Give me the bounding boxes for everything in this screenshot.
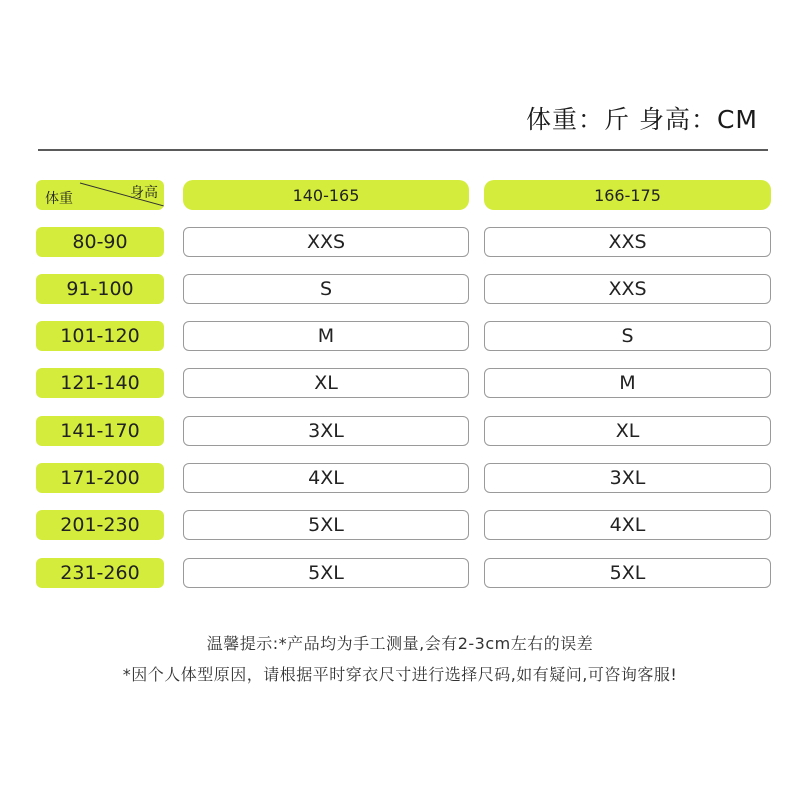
table-row	[36, 368, 772, 400]
table-row	[36, 463, 772, 495]
weight-cell: 121-140	[36, 368, 164, 398]
table-row	[36, 416, 772, 448]
note-line-advice: *因个人体型原因，请根据平时穿衣尺寸进行选择尺码,如有疑问,可咨询客服!	[122, 665, 678, 684]
size-cell: XXS	[183, 227, 469, 257]
size-cell: 5XL	[183, 558, 469, 588]
size-cell: XL	[183, 368, 469, 398]
size-cell: XXS	[484, 274, 771, 304]
height-column-header: 140-165	[183, 180, 469, 210]
note-line-measurement: 温馨提示:*产品均为手工测量,会有2-3cm左右的误差	[206, 634, 594, 653]
weight-cell: 80-90	[36, 227, 164, 257]
table-row	[36, 321, 772, 353]
size-cell: 3XL	[484, 463, 771, 493]
size-cell: M	[484, 368, 771, 398]
table-row	[36, 227, 772, 259]
weight-cell: 141-170	[36, 416, 164, 446]
size-cell: 4XL	[484, 510, 771, 540]
weight-cell: 201-230	[36, 510, 164, 540]
size-cell: 5XL	[484, 558, 771, 588]
weight-cell: 171-200	[36, 463, 164, 493]
height-column-header: 166-175	[484, 180, 771, 210]
table-row	[36, 558, 772, 590]
notes-block	[0, 628, 800, 690]
table-row	[36, 274, 772, 306]
corner-header-cell	[36, 180, 164, 210]
size-cell: XXS	[484, 227, 771, 257]
size-cell: 4XL	[183, 463, 469, 493]
unit-header: 体重：斤 身高：CM	[526, 105, 758, 134]
weight-cell: 101-120	[36, 321, 164, 351]
size-cell: 5XL	[183, 510, 469, 540]
corner-weight-label: 体重	[45, 191, 73, 207]
corner-height-label: 身高	[130, 185, 158, 201]
size-cell: S	[484, 321, 771, 351]
size-cell: XL	[484, 416, 771, 446]
size-cell: 3XL	[183, 416, 469, 446]
weight-cell: 91-100	[36, 274, 164, 304]
weight-cell: 231-260	[36, 558, 164, 588]
table-header-row	[36, 180, 772, 212]
header-divider	[38, 149, 768, 151]
size-cell: M	[183, 321, 469, 351]
table-row	[36, 510, 772, 542]
size-cell: S	[183, 274, 469, 304]
